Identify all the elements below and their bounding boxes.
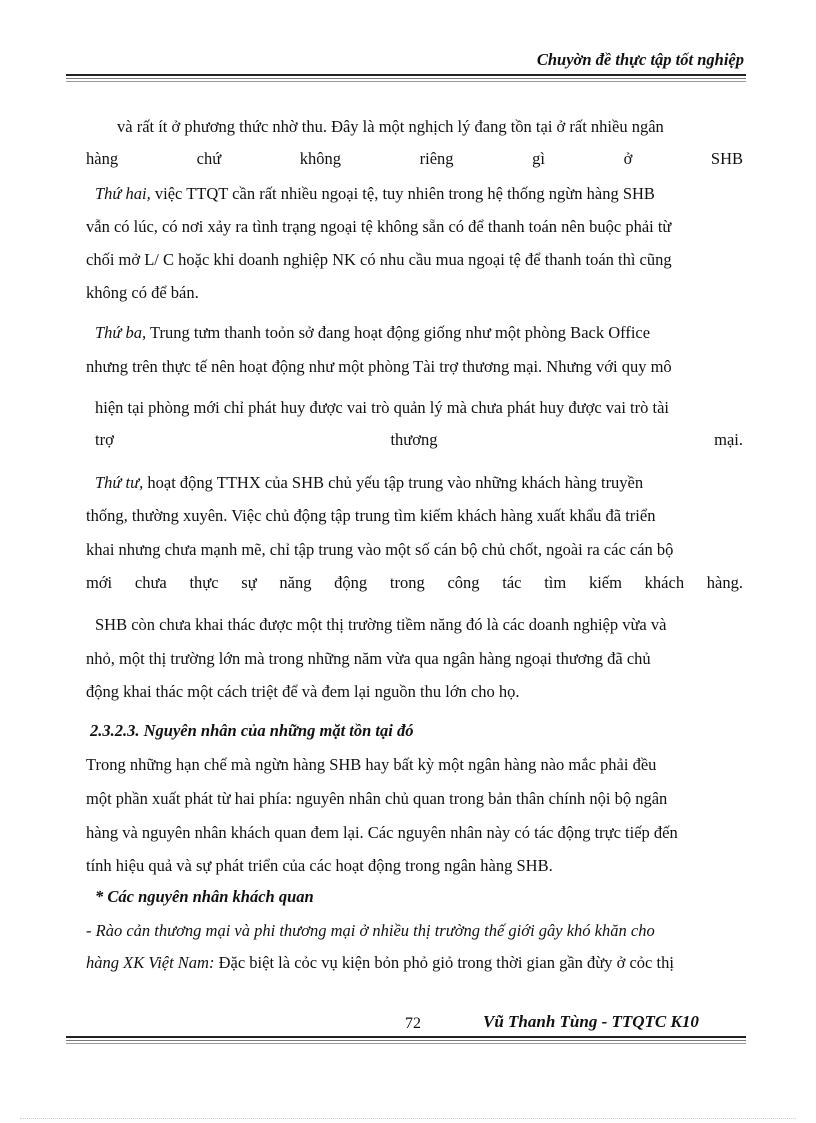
body-line bbox=[95, 472, 643, 494]
subsection-heading: * Các nguyên nhân khách quan bbox=[95, 887, 314, 906]
body-line: trợ thương mại. bbox=[95, 430, 743, 449]
body-line: không có để bán. bbox=[86, 283, 199, 302]
body-line: hiện tại phòng mới chỉ phát huy được vai trò quản lý mà chưa phát huy được vai trò tài bbox=[95, 398, 669, 417]
body-line: động khai thác một cách triệt để và đem lại nguồn thu lớn cho họ. bbox=[86, 682, 520, 701]
body-line: tính hiệu quả và sự phát triển của các hoạt động trong ngân hàng SHB. bbox=[86, 856, 553, 875]
body-line: - Rào cản thương mại và phi thương mại ở nhiều thị trường thế giới gây khó khăn cho bbox=[86, 921, 655, 940]
page-edge bbox=[20, 1118, 796, 1119]
body-line: thống, thường xuyên. Việc chủ động tập trung tìm kiếm khách hàng xuất khẩu đã triển bbox=[86, 506, 656, 525]
body-line: nhưng trên thực tế nên hoạt động như một phòng Tài trợ thương mại. Nhưng với quy mô bbox=[86, 357, 672, 376]
body-line: khai nhưng chưa mạnh mẽ, chỉ tập trung vào một số cán bộ chủ chốt, ngoài ra các cán bộ bbox=[86, 540, 674, 559]
emphasis-text: Thứ hai, bbox=[95, 184, 151, 203]
body-line: SHB còn chưa khai thác được một thị trường tiềm năng đó là các doanh nghiệp vừa và bbox=[95, 615, 667, 634]
body-line: và rất ít ở phương thức nhờ thu. Đây là một nghịch lý đang tồn tại ở rất nhiều ngân bbox=[117, 117, 664, 136]
body-line: một phần xuất phát từ hai phía: nguyên nhân chủ quan trong bản thân chính nội bộ ngân bbox=[86, 789, 668, 808]
body-line: hàng và nguyên nhân khách quan đem lại. Các nguyên nhân này có tác động trực tiếp đến bbox=[86, 823, 678, 842]
body-line: chối mở L/ C hoặc khi doanh nghiệp NK có nhu cầu mua ngoại tệ để thanh toán thì cũng bbox=[86, 250, 672, 269]
body-line: Trong những hạn chế mà ngừn hàng SHB hay bất kỳ một ngân hàng nào mắc phải đều bbox=[86, 755, 657, 774]
body-text: hoạt động TTHX của SHB chủ yếu tập trung vào những khách hàng truyền bbox=[143, 473, 644, 492]
section-heading: 2.3.2.3. Nguyên nhân của những mặt tồn tại đó bbox=[90, 721, 414, 740]
header-title: Chuyờn đề thực tập tốt nghiệp bbox=[536, 50, 744, 69]
footer-rule bbox=[66, 1036, 746, 1044]
body-text: Đặc biệt là cỏc vụ kiện bỏn phỏ giỏ trong thời gian gần đừy ở cỏc thị bbox=[214, 953, 674, 972]
body-line: mới chưa thực sự năng động trong công tác tìm kiếm khách hàng. bbox=[86, 573, 743, 592]
footer-author: Vũ Thanh Tùng - TTQTC K10 bbox=[483, 1012, 699, 1031]
emphasis-text: Thứ ba, bbox=[95, 323, 147, 342]
body-line: vẫn có lúc, có nơi xảy ra tình trạng ngoại tệ không sẵn có để thanh toán nên buộc phải từ bbox=[86, 217, 672, 236]
body-line bbox=[86, 952, 674, 974]
body-line bbox=[95, 322, 650, 344]
header-rule bbox=[66, 74, 746, 82]
page-number: 72 bbox=[405, 1015, 421, 1032]
body-line: nhỏ, một thị trường lớn mà trong những năm vừa qua ngân hàng ngoại thương đã chủ bbox=[86, 649, 651, 668]
body-text: Trung tưm thanh toỏn sở đang hoạt động giống như một phòng Back Office bbox=[146, 323, 651, 342]
body-text: việc TTQT cần rất nhiều ngoại tệ, tuy nhiên trong hệ thống ngừn hàng SHB bbox=[150, 184, 655, 203]
body-line: hàng chứ không riêng gì ở SHB bbox=[86, 149, 743, 168]
emphasis-text: hàng XK Việt Nam: bbox=[86, 953, 215, 972]
body-line bbox=[95, 183, 655, 205]
emphasis-text: Thứ tư, bbox=[95, 473, 144, 492]
